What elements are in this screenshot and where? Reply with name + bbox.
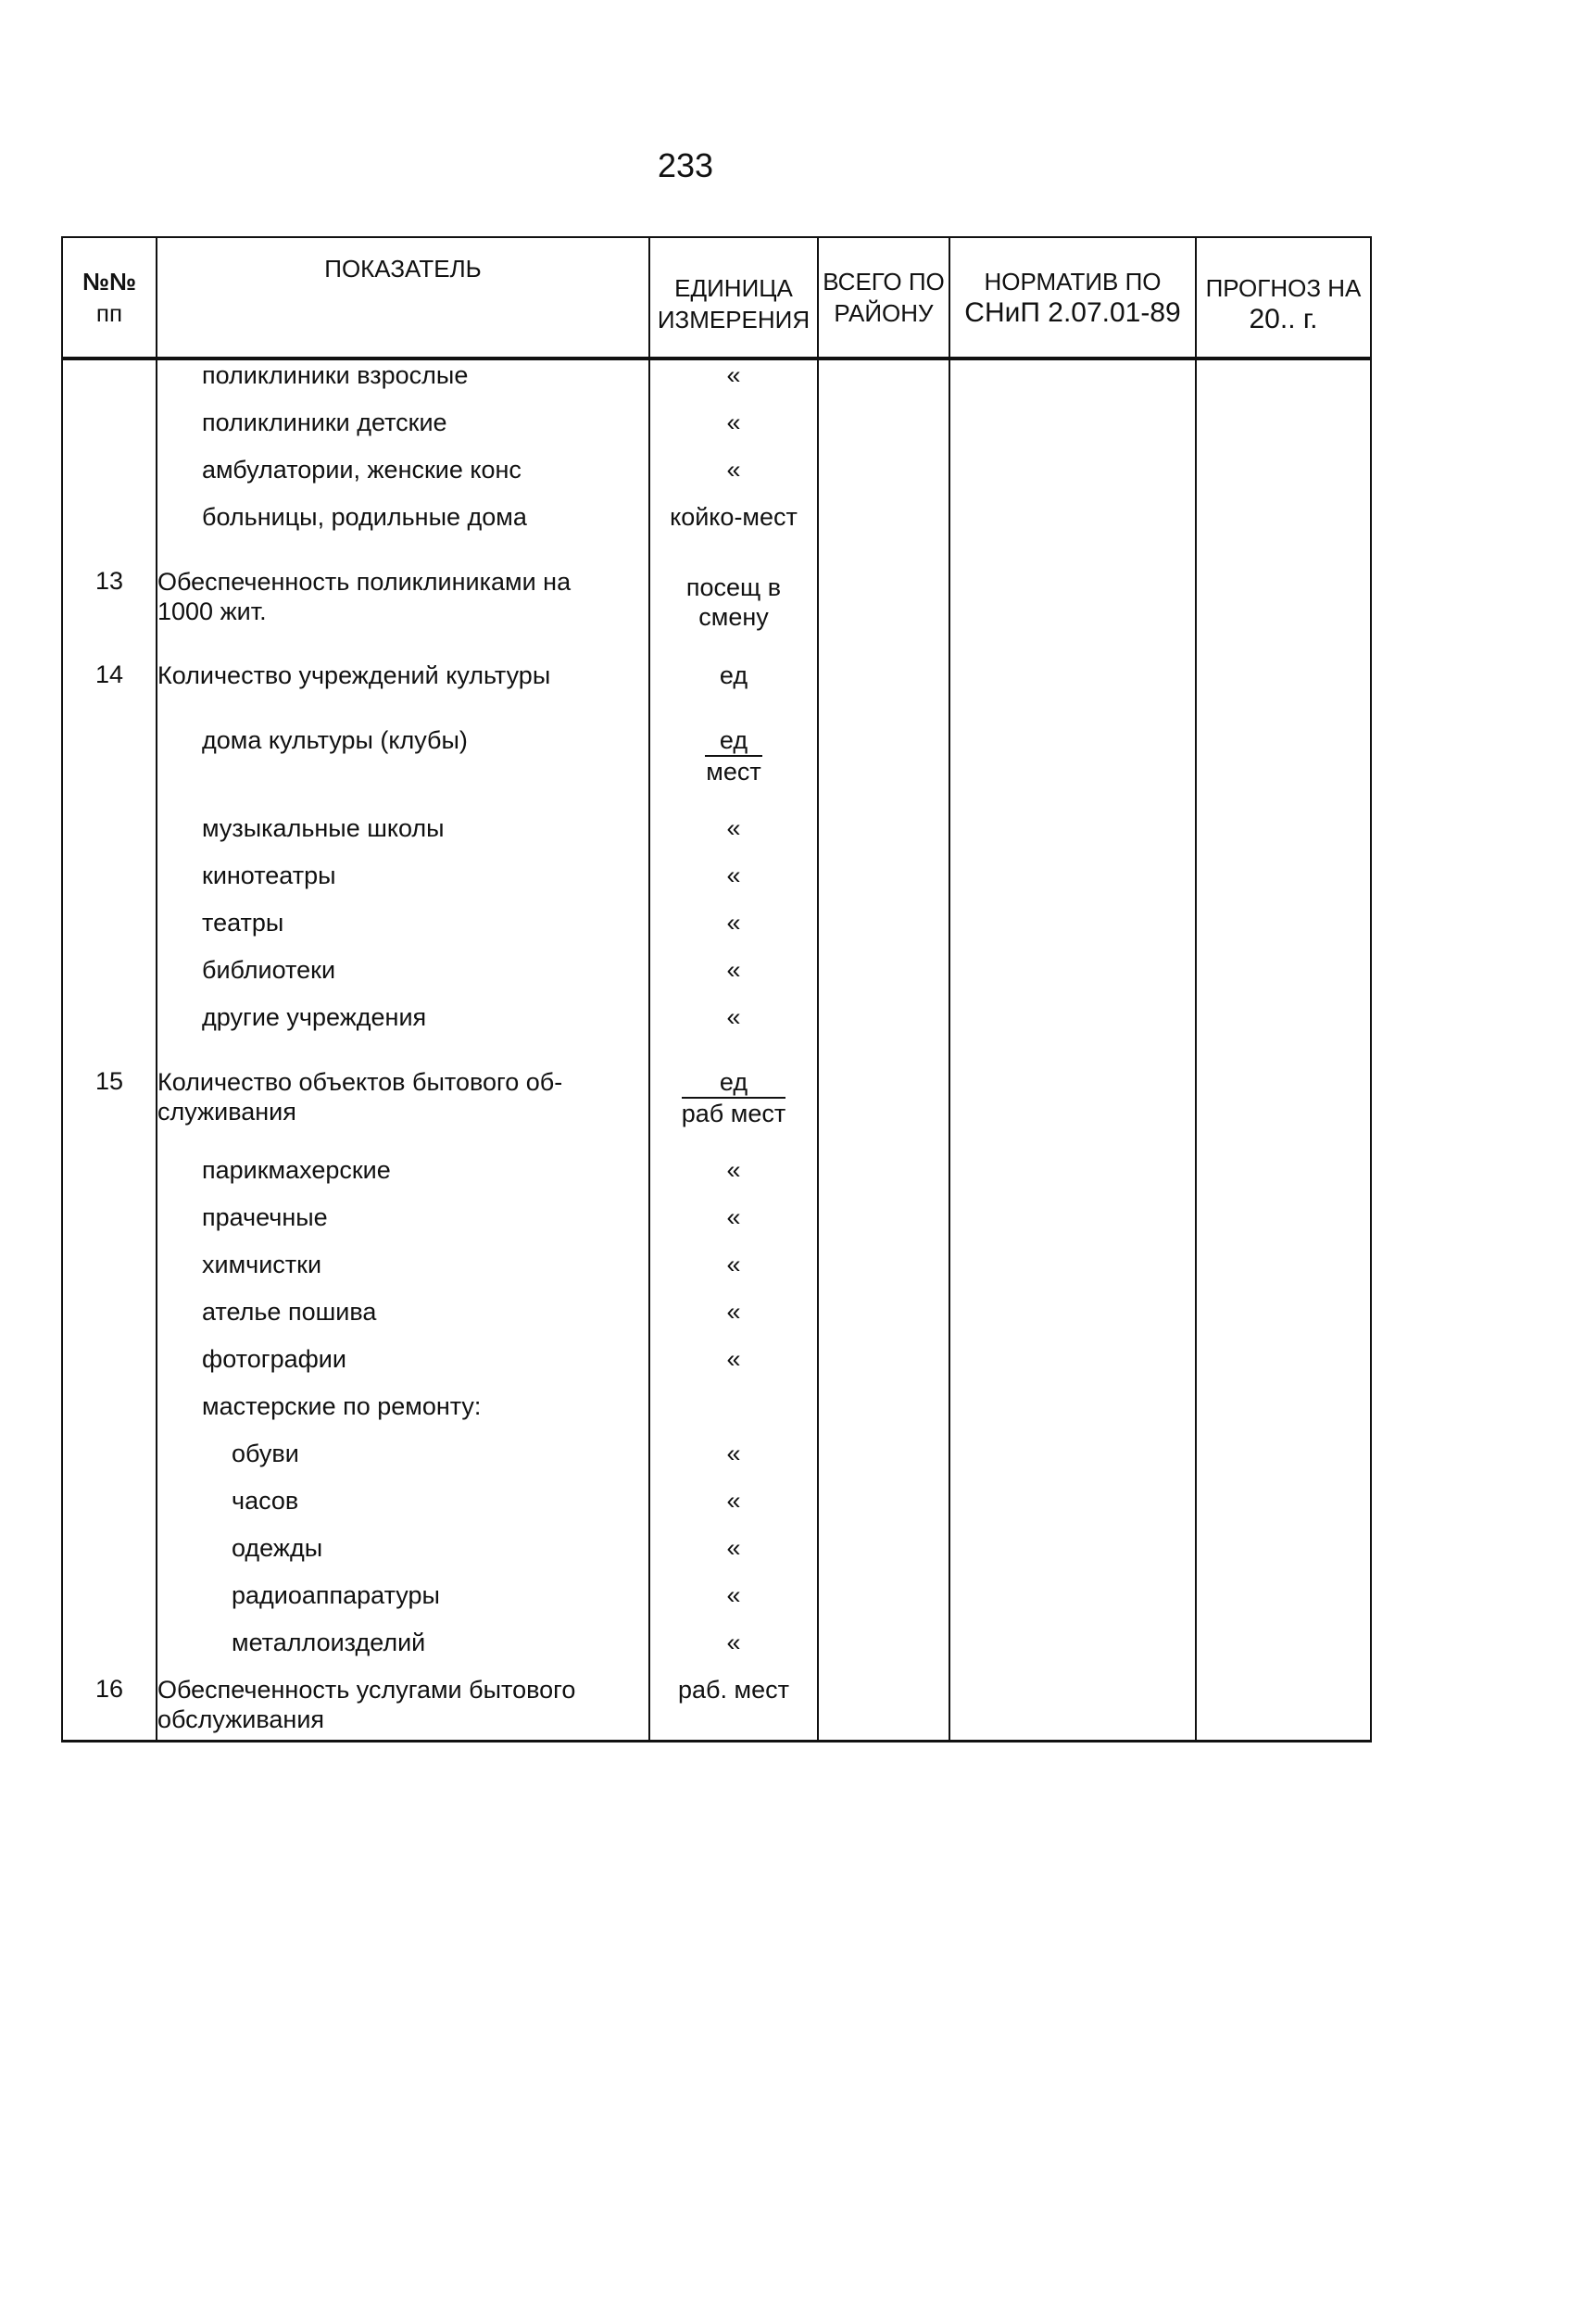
cell-total xyxy=(818,861,949,908)
cell-total xyxy=(818,1344,949,1391)
cell-forecast xyxy=(1196,1155,1371,1202)
cell-total xyxy=(818,455,949,502)
table-row xyxy=(62,1580,1371,1628)
cell-snip xyxy=(949,1202,1196,1250)
cell-forecast xyxy=(1196,1580,1371,1628)
cell-snip xyxy=(949,502,1196,567)
cell-total xyxy=(818,1202,949,1250)
header-indicator xyxy=(157,237,649,359)
cell-snip xyxy=(949,359,1196,408)
row-unit xyxy=(649,1391,818,1439)
table-row xyxy=(62,567,1371,661)
cell-forecast xyxy=(1196,1250,1371,1297)
cell-snip xyxy=(949,1439,1196,1486)
table-row xyxy=(62,408,1371,455)
row-unit: « xyxy=(649,908,818,955)
row-num: 13 xyxy=(62,567,157,661)
row-indicator: одежды xyxy=(157,1533,649,1580)
cell-snip xyxy=(949,908,1196,955)
table-row xyxy=(62,813,1371,861)
cell-total xyxy=(818,1155,949,1202)
cell-total xyxy=(818,1002,949,1067)
row-num xyxy=(62,502,157,567)
cell-forecast xyxy=(1196,567,1371,661)
table-row xyxy=(62,1297,1371,1344)
header-num xyxy=(62,237,157,359)
row-num: 16 xyxy=(62,1675,157,1742)
cell-snip xyxy=(949,1486,1196,1533)
row-unit: « xyxy=(649,1486,818,1533)
cell-forecast xyxy=(1196,1002,1371,1067)
header-forecast-line2: 20.. г. xyxy=(1249,304,1318,334)
row-indicator: обуви xyxy=(157,1439,649,1486)
row-unit: « xyxy=(649,1250,818,1297)
cell-snip xyxy=(949,1675,1196,1742)
cell-snip xyxy=(949,725,1196,813)
row-unit: « xyxy=(649,955,818,1002)
cell-total xyxy=(818,1297,949,1344)
cell-forecast xyxy=(1196,1486,1371,1533)
unit-fraction xyxy=(682,1067,785,1128)
row-unit: « xyxy=(649,861,818,908)
row-num xyxy=(62,813,157,861)
cell-total xyxy=(818,908,949,955)
unit-denominator: мест xyxy=(706,758,761,786)
cell-total xyxy=(818,567,949,661)
row-indicator: поликлиники детские xyxy=(157,408,649,455)
cell-total xyxy=(818,408,949,455)
cell-total xyxy=(818,1486,949,1533)
cell-total xyxy=(818,661,949,725)
cell-forecast xyxy=(1196,455,1371,502)
cell-snip xyxy=(949,955,1196,1002)
cell-snip xyxy=(949,1628,1196,1675)
cell-snip xyxy=(949,1067,1196,1155)
table-row xyxy=(62,1155,1371,1202)
table-row xyxy=(62,1344,1371,1391)
cell-total xyxy=(818,1580,949,1628)
row-indicator: Обеспеченность услугами бытового обслуживания xyxy=(157,1675,649,1742)
table-row xyxy=(62,1675,1371,1742)
table-row xyxy=(62,1391,1371,1439)
cell-snip xyxy=(949,661,1196,725)
row-num xyxy=(62,1391,157,1439)
row-unit: посещ в смену xyxy=(649,567,818,661)
row-indicator: другие учреждения xyxy=(157,1002,649,1067)
cell-forecast xyxy=(1196,725,1371,813)
row-unit: « xyxy=(649,1533,818,1580)
table-row xyxy=(62,359,1371,408)
row-num xyxy=(62,1002,157,1067)
header-unit-line2: ИЗМЕРЕНИЯ xyxy=(657,306,811,333)
cell-forecast xyxy=(1196,861,1371,908)
row-indicator: мастерские по ремонту: xyxy=(157,1391,649,1439)
cell-forecast xyxy=(1196,1628,1371,1675)
cell-total xyxy=(818,725,949,813)
header-unit xyxy=(649,237,818,359)
row-num xyxy=(62,455,157,502)
row-num xyxy=(62,908,157,955)
header-indicator-label: ПОКАЗАТЕЛЬ xyxy=(324,255,482,283)
row-unit: раб. мест xyxy=(649,1675,818,1742)
cell-snip xyxy=(949,455,1196,502)
row-indicator: часов xyxy=(157,1486,649,1533)
table-row xyxy=(62,725,1371,813)
cell-snip xyxy=(949,1533,1196,1580)
row-indicator: химчистки xyxy=(157,1250,649,1297)
row-num: 15 xyxy=(62,1067,157,1155)
cell-total xyxy=(818,1250,949,1297)
row-indicator: металлоизделий xyxy=(157,1628,649,1675)
row-indicator: кинотеатры xyxy=(157,861,649,908)
header-forecast-line1: ПРОГНОЗ НА xyxy=(1205,274,1362,302)
header-total xyxy=(818,237,949,359)
cell-snip xyxy=(949,567,1196,661)
table-row xyxy=(62,502,1371,567)
cell-snip xyxy=(949,1002,1196,1067)
cell-total xyxy=(818,1533,949,1580)
header-num-line2: пп xyxy=(95,299,123,327)
table-row xyxy=(62,1067,1371,1155)
row-unit: « xyxy=(649,1297,818,1344)
cell-total xyxy=(818,1391,949,1439)
row-indicator: музыкальные школы xyxy=(157,813,649,861)
cell-forecast xyxy=(1196,408,1371,455)
row-unit-fraction xyxy=(649,725,818,813)
table-header-row xyxy=(62,237,1371,359)
cell-forecast xyxy=(1196,955,1371,1002)
table-row xyxy=(62,1628,1371,1675)
row-unit: ед xyxy=(649,661,818,725)
row-unit: « xyxy=(649,359,818,408)
row-indicator: поликлиники взрослые xyxy=(157,359,649,408)
cell-total xyxy=(818,1628,949,1675)
cell-total xyxy=(818,359,949,408)
row-indicator: библиотеки xyxy=(157,955,649,1002)
unit-numerator: ед xyxy=(705,725,762,757)
cell-snip xyxy=(949,1344,1196,1391)
row-num xyxy=(62,725,157,813)
row-num xyxy=(62,1250,157,1297)
row-unit: « xyxy=(649,1580,818,1628)
table-row xyxy=(62,1002,1371,1067)
table-row xyxy=(62,661,1371,725)
cell-snip xyxy=(949,408,1196,455)
unit-fraction xyxy=(705,725,762,786)
row-indicator: дома культуры (клубы) xyxy=(157,725,649,813)
page-number: 233 xyxy=(657,146,714,184)
row-indicator: театры xyxy=(157,908,649,955)
row-unit: « xyxy=(649,1439,818,1486)
cell-forecast xyxy=(1196,359,1371,408)
row-indicator: Количество учреждений культуры xyxy=(157,661,649,725)
header-total-line1: ВСЕГО ПО xyxy=(823,268,945,296)
row-indicator: парикмахерские xyxy=(157,1155,649,1202)
cell-snip xyxy=(949,813,1196,861)
header-num-line1: №№ xyxy=(82,268,136,296)
cell-forecast xyxy=(1196,1439,1371,1486)
table-row xyxy=(62,1250,1371,1297)
row-indicator: ателье пошива xyxy=(157,1297,649,1344)
table-row xyxy=(62,908,1371,955)
unit-denominator: раб мест xyxy=(681,1100,786,1127)
row-indicator: прачечные xyxy=(157,1202,649,1250)
cell-forecast xyxy=(1196,1202,1371,1250)
row-unit: « xyxy=(649,1002,818,1067)
cell-snip xyxy=(949,861,1196,908)
row-num xyxy=(62,1628,157,1675)
row-unit: « xyxy=(649,1344,818,1391)
cell-forecast xyxy=(1196,1344,1371,1391)
indicators-table xyxy=(61,236,1372,1743)
row-unit: « xyxy=(649,408,818,455)
cell-forecast xyxy=(1196,1391,1371,1439)
table-row xyxy=(62,455,1371,502)
unit-numerator: ед xyxy=(682,1067,785,1099)
row-unit: « xyxy=(649,813,818,861)
cell-snip xyxy=(949,1250,1196,1297)
row-indicator: амбулатории, женские конс xyxy=(157,455,649,502)
cell-forecast xyxy=(1196,908,1371,955)
cell-forecast xyxy=(1196,1297,1371,1344)
row-num xyxy=(62,359,157,408)
row-unit: « xyxy=(649,1155,818,1202)
cell-total xyxy=(818,1067,949,1155)
table-row xyxy=(62,861,1371,908)
row-num xyxy=(62,861,157,908)
table-row xyxy=(62,1439,1371,1486)
row-indicator: Количество объектов бытового об-служивания xyxy=(157,1067,649,1155)
header-snip-line2: СНиП 2.07.01-89 xyxy=(964,297,1181,328)
cell-forecast xyxy=(1196,813,1371,861)
cell-snip xyxy=(949,1155,1196,1202)
cell-forecast xyxy=(1196,1533,1371,1580)
row-num xyxy=(62,408,157,455)
row-num xyxy=(62,1439,157,1486)
row-indicator: фотографии xyxy=(157,1344,649,1391)
row-num xyxy=(62,1486,157,1533)
header-snip xyxy=(949,237,1196,359)
cell-snip xyxy=(949,1391,1196,1439)
header-unit-line1: ЕДИНИЦА xyxy=(674,274,793,302)
header-snip-line1: НОРМАТИВ ПО xyxy=(984,268,1162,296)
row-unit: « xyxy=(649,455,818,502)
cell-total xyxy=(818,1675,949,1742)
cell-total xyxy=(818,502,949,567)
cell-total xyxy=(818,1439,949,1486)
row-indicator: радиоаппаратуры xyxy=(157,1580,649,1628)
row-num xyxy=(62,1533,157,1580)
row-unit: койко-мест xyxy=(649,502,818,567)
row-indicator: больницы, родильные дома xyxy=(157,502,649,567)
cell-total xyxy=(818,813,949,861)
cell-forecast xyxy=(1196,502,1371,567)
row-num: 14 xyxy=(62,661,157,725)
table-row xyxy=(62,955,1371,1002)
row-num xyxy=(62,1580,157,1628)
row-indicator: Обеспеченность поликлиниками на 1000 жит. xyxy=(157,567,649,661)
cell-forecast xyxy=(1196,1675,1371,1742)
row-num xyxy=(62,1344,157,1391)
table-row xyxy=(62,1486,1371,1533)
cell-forecast xyxy=(1196,661,1371,725)
cell-snip xyxy=(949,1580,1196,1628)
row-num xyxy=(62,955,157,1002)
table-row xyxy=(62,1533,1371,1580)
cell-total xyxy=(818,955,949,1002)
row-num xyxy=(62,1297,157,1344)
table-row xyxy=(62,1202,1371,1250)
cell-forecast xyxy=(1196,1067,1371,1155)
cell-snip xyxy=(949,1297,1196,1344)
row-unit: « xyxy=(649,1202,818,1250)
header-total-line2: РАЙОНУ xyxy=(834,299,934,327)
row-num xyxy=(62,1155,157,1202)
row-num xyxy=(62,1202,157,1250)
row-unit: « xyxy=(649,1628,818,1675)
row-unit-fraction xyxy=(649,1067,818,1155)
header-forecast xyxy=(1196,237,1371,359)
